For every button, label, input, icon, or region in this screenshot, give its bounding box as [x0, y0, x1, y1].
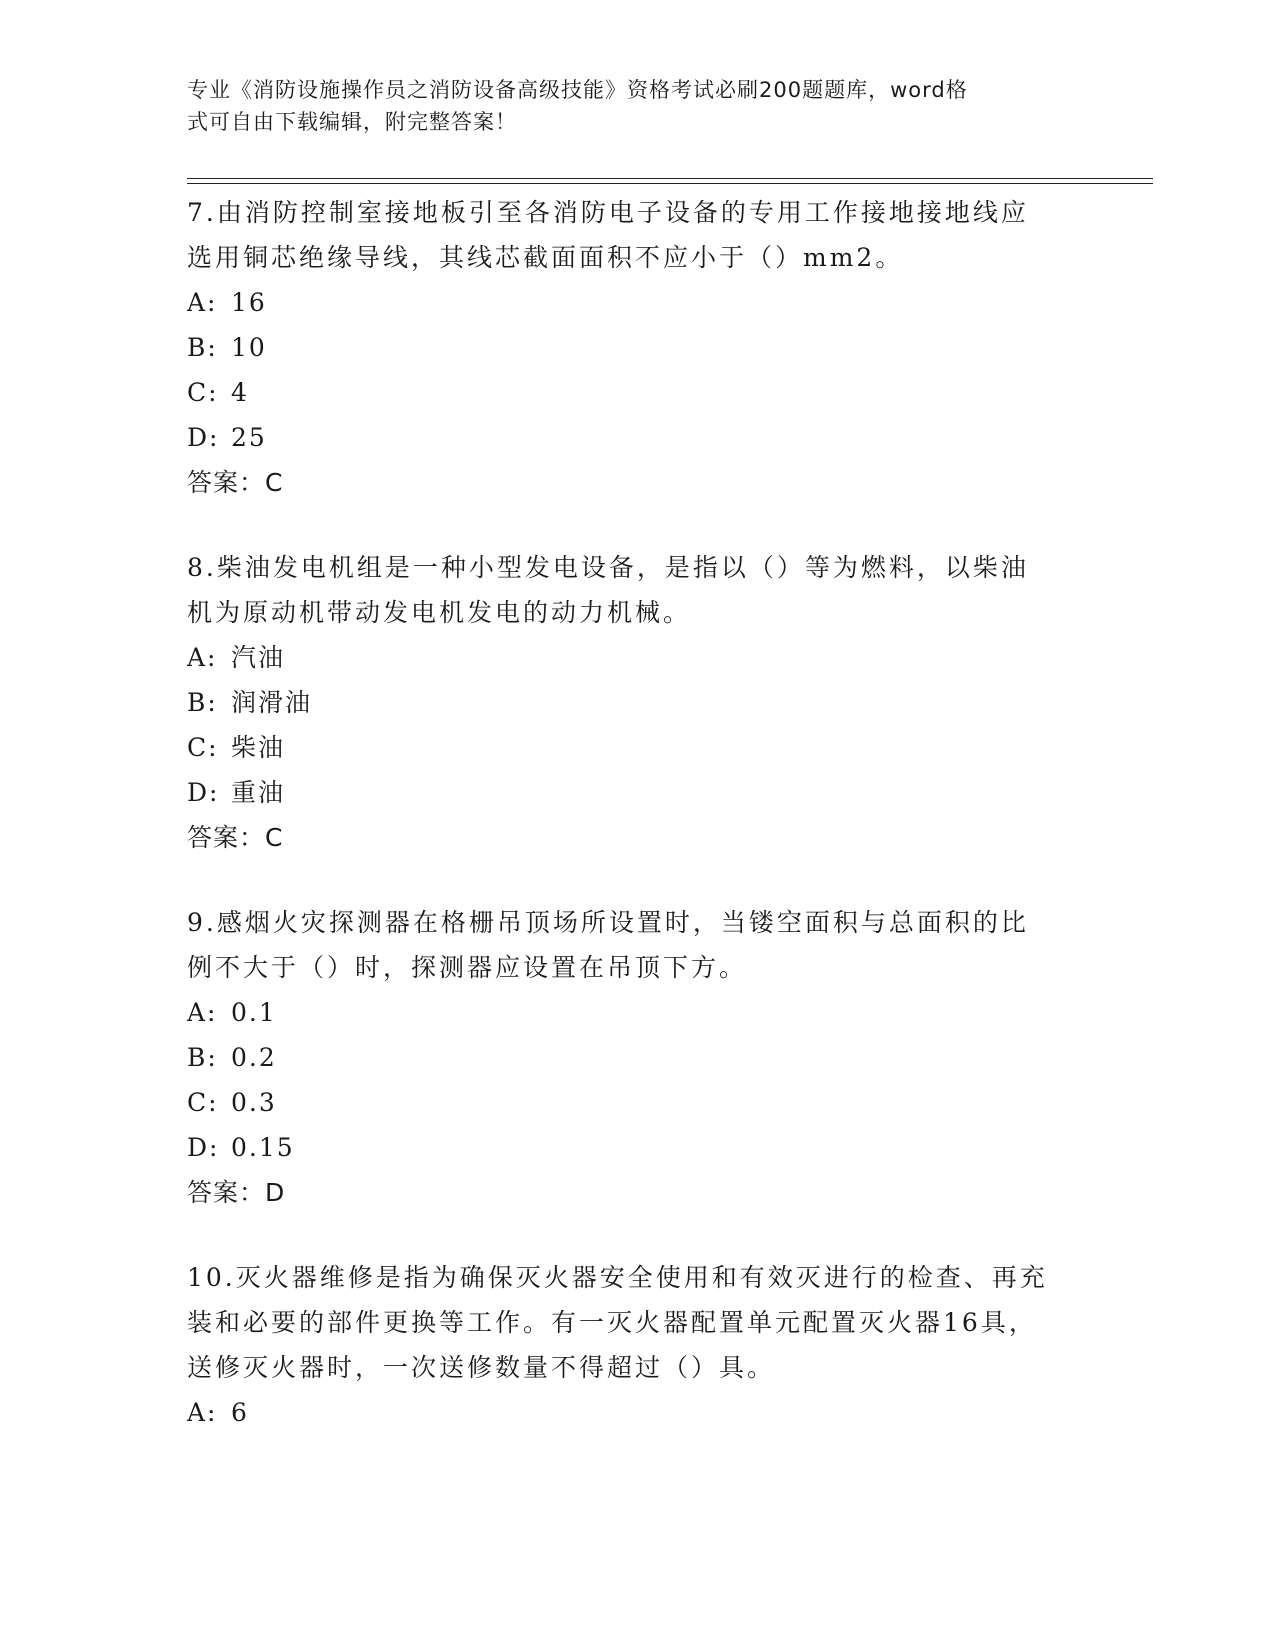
- question-number: 10.: [187, 1263, 236, 1292]
- question-text: 选用铜芯绝缘导线，其线芯截面面积不应小于（）mm2。: [187, 243, 904, 272]
- header-line-2: 式可自由下载编辑，附完整答案！: [187, 110, 517, 134]
- option-c: C: 柴油: [187, 733, 286, 762]
- question-text: 送修灭火器时，一次送修数量不得超过（）具。: [187, 1353, 776, 1382]
- question-text: 7.由消防控制室接地板引至各消防电子设备的专用工作接地接地线应: [187, 198, 1029, 227]
- option-a: A: 16: [187, 288, 267, 317]
- option-c: C: 4: [187, 378, 249, 407]
- option-d: D: 25: [187, 423, 267, 452]
- question-text: 例不大于（）时，探测器应设置在吊顶下方。: [187, 953, 748, 982]
- question-text: 机为原动机带动发电机发电的动力机械。: [187, 598, 692, 627]
- question-7: [187, 190, 1087, 505]
- question-10: [187, 1255, 1087, 1435]
- option-b: B: 10: [187, 333, 267, 362]
- answer-line: 答案：C: [187, 823, 284, 852]
- question-text: 8.柴油发电机组是一种小型发电设备，是指以（）等为燃料，以柴油: [187, 553, 1029, 582]
- option-a: A: 6: [187, 1398, 249, 1427]
- answer-line: 答案：D: [187, 1178, 286, 1207]
- option-b: B: 0.2: [187, 1043, 277, 1072]
- question-text: 9.感烟火灾探测器在格栅吊顶场所设置时，当镂空面积与总面积的比: [187, 908, 1029, 937]
- question-list: [187, 190, 1087, 1475]
- question-number: 7.: [187, 198, 217, 227]
- question-8: [187, 545, 1087, 860]
- header-divider-top: [187, 178, 1153, 179]
- option-d: D: 重油: [187, 778, 286, 807]
- question-number: 9.: [187, 908, 217, 937]
- question-number: 8.: [187, 553, 217, 582]
- question-9: [187, 900, 1087, 1215]
- option-d: D: 0.15: [187, 1133, 295, 1162]
- header-divider-bottom: [187, 183, 1153, 184]
- question-text: 10.灭火器维修是指为确保灭火器安全使用和有效灭进行的检查、再充: [187, 1263, 1048, 1292]
- question-text: 装和必要的部件更换等工作。有一灭火器配置单元配置灭火器16具，: [187, 1308, 1037, 1337]
- option-b: B: 润滑油: [187, 688, 313, 717]
- answer-line: 答案：C: [187, 468, 284, 497]
- option-a: A: 0.1: [187, 998, 277, 1027]
- option-c: C: 0.3: [187, 1088, 277, 1117]
- header-line-1: 专业《消防设施操作员之消防设备高级技能》资格考试必刷200题题库，word格: [187, 78, 968, 102]
- document-header: [187, 74, 1067, 138]
- option-a: A: 汽油: [187, 643, 286, 672]
